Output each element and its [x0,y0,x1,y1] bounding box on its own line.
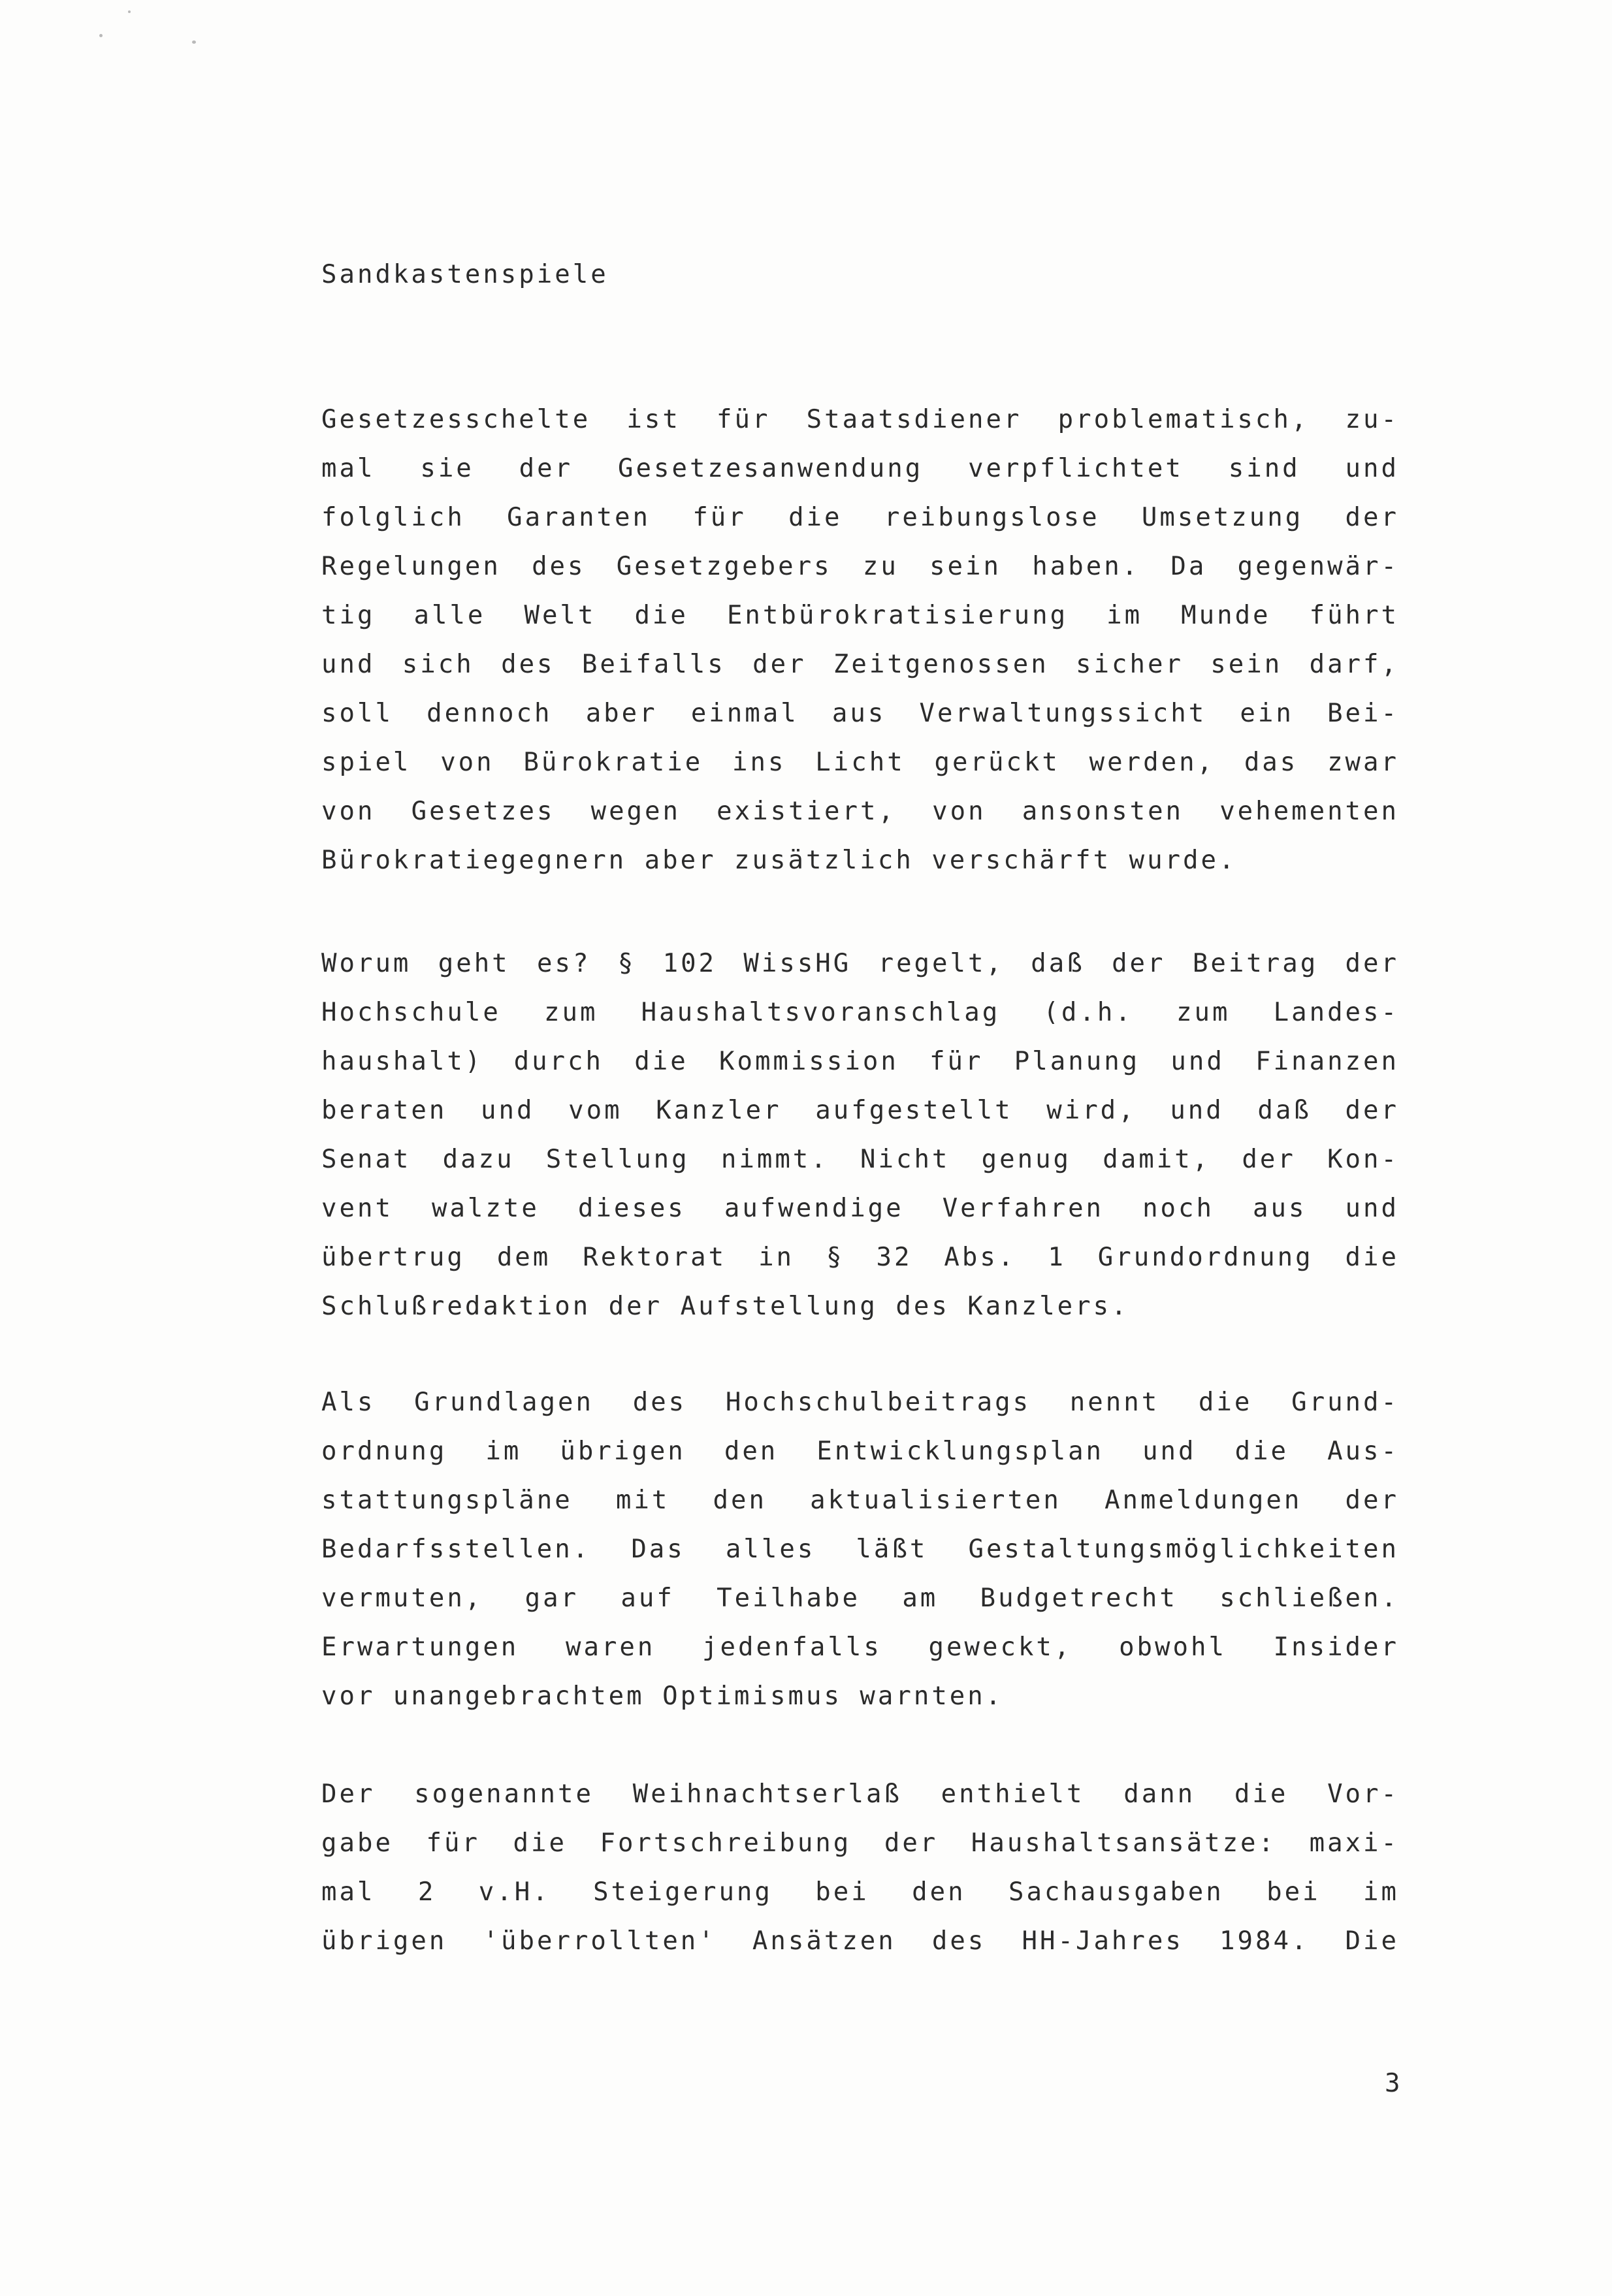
paragraph-4 [321,1770,1399,1966]
text-line: Erwartungen waren jedenfalls geweckt, obwohl Insider [321,1633,1399,1662]
text-line: vermuten, gar auf Teilhabe am Budgetrecht schließen. [321,1584,1399,1613]
paragraph-2 [321,939,1399,1331]
text-line: ordnung im übrigen den Entwicklungsplan und die Aus- [321,1437,1399,1466]
text-line: Senat dazu Stellung nimmt. Nicht genug damit, der Kon- [321,1145,1399,1174]
text-line: Schlußredaktion der Aufstellung des Kanzlers. [321,1292,1129,1321]
text-line: und sich des Beifalls der Zeitgenossen sicher sein darf, [321,650,1399,679]
paragraph-1 [321,395,1399,885]
text-line: haushalt) durch die Kommission für Planung und Finanzen [321,1047,1399,1076]
text-line: Regelungen des Gesetzgebers zu sein haben. Da gegenwär- [321,552,1399,581]
paragraph-3 [321,1378,1399,1721]
text-line: übrigen 'überrollten' Ansätzen des HH-Jahres 1984. Die [321,1926,1399,1956]
text-line: Worum geht es? § 102 WissHG regelt, daß der Beitrag der [321,949,1399,978]
text-line: stattungspläne mit den aktualisierten Anmeldungen der [321,1486,1399,1515]
page-number: 3 [1385,2069,1400,2098]
text-line: Bedarfsstellen. Das alles läßt Gestaltungsmöglichkeiten [321,1535,1399,1564]
text-line: Der sogenannte Weihnachtserlaß enthielt dann die Vor- [321,1779,1399,1809]
text-line: von Gesetzes wegen existiert, von ansonsten vehementen [321,797,1399,826]
text-line: spiel von Bürokratie ins Licht gerückt werden, das zwar [321,748,1399,777]
text-line: vent walzte dieses aufwendige Verfahren noch aus und [321,1194,1399,1223]
text-line: Gesetzesschelte ist für Staatsdiener problematisch, zu- [321,405,1399,434]
text-line: beraten und vom Kanzler aufgestellt wird, und daß der [321,1096,1399,1125]
text-line: folglich Garanten für die reibungslose Umsetzung der [321,503,1399,532]
text-line: Bürokratiegegnern aber zusätzlich verschärft wurde. [321,846,1237,875]
text-line: mal 2 v.H. Steigerung bei den Sachausgaben bei im [321,1877,1399,1907]
text-line: soll dennoch aber einmal aus Verwaltungssicht ein Bei- [321,699,1399,728]
text-line: mal sie der Gesetzesanwendung verpflichtet sind und [321,454,1399,483]
text-line: Als Grundlagen des Hochschulbeitrags nennt die Grund- [321,1388,1399,1417]
text-line: tig alle Welt die Entbürokratisierung im Munde führt [321,601,1399,630]
scan-speck [99,34,103,37]
scan-speck [128,10,131,13]
scan-speck [192,40,196,44]
text-line: gabe für die Fortschreibung der Haushaltsansätze: maxi- [321,1828,1399,1858]
document-title: Sandkastenspiele [321,260,609,289]
text-line: vor unangebrachtem Optimismus warnten. [321,1682,1004,1711]
text-line: Hochschule zum Haushaltsvoranschlag (d.h. zum Landes- [321,998,1399,1027]
text-line: übertrug dem Rektorat in § 32 Abs. 1 Grundordnung die [321,1243,1399,1272]
